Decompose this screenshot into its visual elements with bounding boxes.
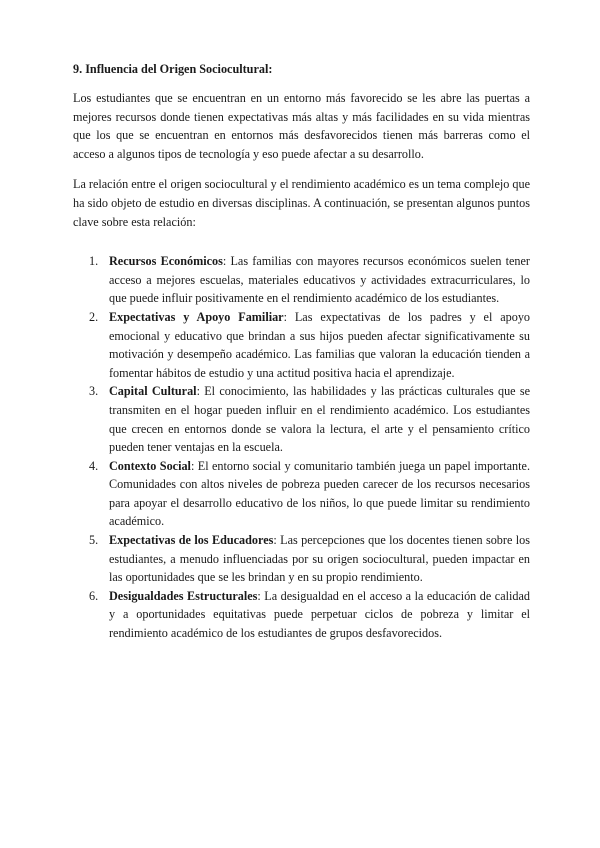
list-item — [73, 252, 530, 308]
list-item-number: 4. — [89, 458, 99, 473]
list-item-term: Expectativas y Apoyo Familiar — [109, 309, 284, 324]
list-item-number: 1. — [89, 254, 99, 269]
list-item-text: : Las familias con mayores recursos económicos suelen tener acceso a mejores escuelas, materiales educativos y actividades extracurriculares, lo que puede influir positivamente en el rendimiento académico de los estudiantes. — [109, 254, 530, 306]
list-item-text: : La desigualdad en el acceso a la educación de calidad y a oportunidades equitativas puede perpetuar ciclos de pobreza y limitar el rendimiento académico de los estudiantes de grupos desfavorecidos. — [109, 588, 530, 641]
list-item-number: 2. — [89, 309, 99, 324]
list-item-term: Desigualdades Estructurales — [109, 588, 258, 603]
relation-paragraph: La relación entre el origen sociocultural y el rendimiento académico es un tema complejo que ha sido objeto de estudio en diversas disciplinas. A continuación, se presentan algunos puntos clave sobre esta relación: — [73, 177, 530, 229]
list-item-term: Expectativas de los Educadores — [109, 533, 274, 548]
list-item — [73, 531, 530, 587]
list-item-number: 5. — [89, 533, 99, 548]
section-heading: 9. Influencia del Origen Sociocultural: — [73, 62, 273, 76]
list-item-term: Contexto Social — [109, 458, 191, 473]
list-item — [73, 457, 530, 531]
list-item-number: 6. — [89, 588, 99, 603]
list-item-term: Capital Cultural — [109, 384, 197, 399]
list-item — [73, 587, 530, 643]
list-item-text: : El entorno social y comunitario también juega un papel importante. Comunidades con altos niveles de pobreza pueden carecer de los recursos necesarios para apoyar el desarrollo educativo de los niños, lo que puede limitar su rendimiento académico. — [109, 458, 530, 529]
list-item-number: 3. — [89, 384, 99, 399]
key-points-list — [73, 252, 530, 642]
list-item-term: Recursos Económicos — [109, 254, 223, 269]
list-item-text: : El conocimiento, las habilidades y las prácticas culturales que se transmiten en el hogar pueden influir en el rendimiento académico. Los estudiantes que crecen en entornos donde se valora la lectura, el arte y el pensamiento crítico pueden tener ventajas en la escuela. — [109, 384, 530, 455]
list-item — [73, 382, 530, 456]
list-item-text: : Las percepciones que los docentes tienen sobre los estudiantes, a menudo influenciadas por su origen sociocultural, pueden impactar en las oportunidades que se les brindan y en su propio rendimiento. — [109, 533, 530, 585]
list-item-text: : Las expectativas de los padres y el apoyo emocional y educativo que brindan a sus hijos pueden afectar significativamente su motivación y desempeño académico. Las familias que valoran la educación tienden a fomentar hábitos de estudio y una actitud positiva hacia el aprendizaje. — [109, 309, 531, 380]
intro-paragraph: Los estudiantes que se encuentran en un entorno más favorecido se les abre las puertas a mejores recursos donde tienen expectativas más altas y más facilidades en su vida mientras que los que se encuentran en entornos más desfavorecidos tienen más barreras como el acceso a algunos tipos de tecnología y eso puede afectar a su desarrollo. — [73, 91, 530, 161]
list-item — [73, 308, 530, 382]
document-page — [73, 60, 530, 643]
